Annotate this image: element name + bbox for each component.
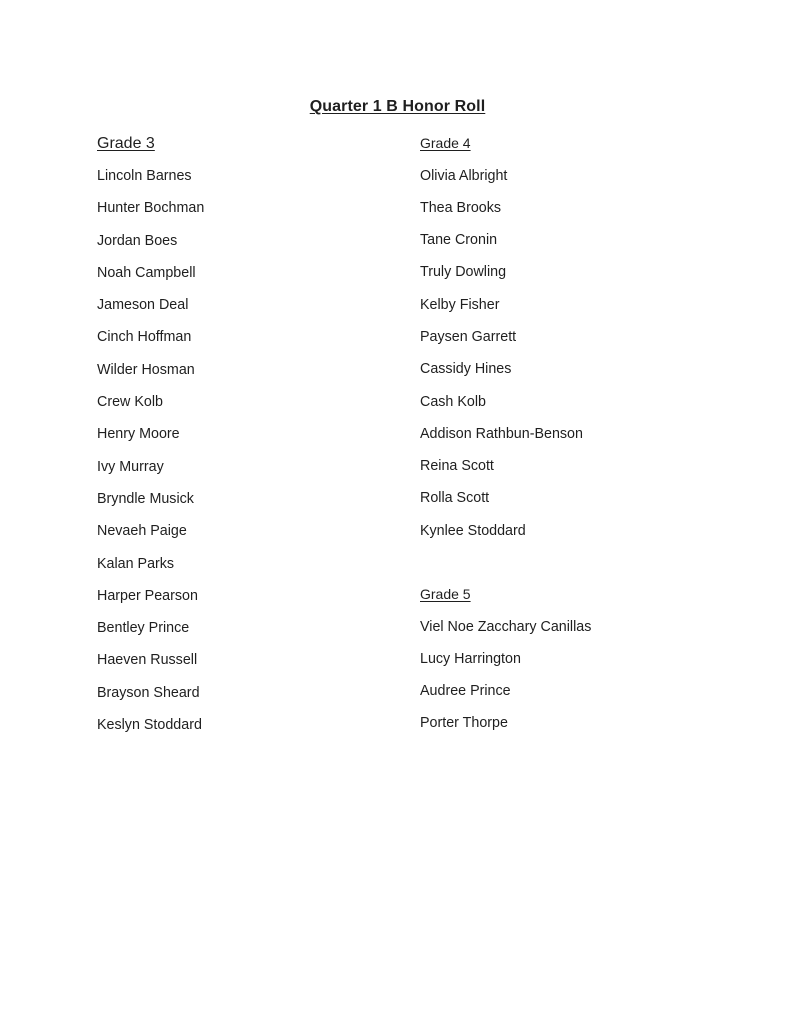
list-item: Bryndle Musick bbox=[97, 490, 194, 507]
list-item: Olivia Albright bbox=[420, 167, 508, 184]
list-item: Kynlee Stoddard bbox=[420, 522, 526, 539]
list-item: Brayson Sheard bbox=[97, 684, 200, 701]
list-item: Kalan Parks bbox=[97, 555, 175, 572]
list-item: Thea Brooks bbox=[420, 199, 502, 216]
grade-4-5-column bbox=[420, 133, 750, 746]
list-item: Reina Scott bbox=[420, 458, 494, 475]
list-item: Crew Kolb bbox=[97, 394, 163, 411]
grade-4-list bbox=[420, 166, 750, 554]
list-item: Cassidy Hines bbox=[420, 361, 512, 378]
list-item: Keslyn Stoddard bbox=[97, 717, 202, 734]
list-item: Jameson Deal bbox=[97, 297, 189, 314]
grade-4-heading: Grade 4 bbox=[420, 135, 471, 151]
list-item: Rolla Scott bbox=[420, 490, 490, 507]
list-item: Ivy Murray bbox=[97, 458, 164, 475]
list-item: Wilder Hosman bbox=[97, 361, 195, 378]
grade-5-heading: Grade 5 bbox=[420, 586, 471, 603]
grade-3-heading: Grade 3 bbox=[97, 135, 155, 152]
list-item: Paysen Garrett bbox=[420, 328, 517, 345]
list-item: Noah Campbell bbox=[97, 264, 196, 281]
list-item: Nevaeh Paige bbox=[97, 523, 187, 540]
section-spacer bbox=[420, 553, 750, 584]
list-item: Cash Kolb bbox=[420, 393, 486, 410]
grade-3-column bbox=[97, 133, 397, 747]
list-item: Truly Dowling bbox=[420, 264, 507, 281]
list-item: Cinch Hoffman bbox=[97, 329, 192, 346]
grade-3-list bbox=[97, 166, 397, 747]
list-item: Porter Thorpe bbox=[420, 715, 508, 732]
list-item: Audree Prince bbox=[420, 683, 511, 700]
grade-5-list bbox=[420, 617, 750, 746]
list-item: Jordan Boes bbox=[97, 232, 178, 249]
list-item: Harper Pearson bbox=[97, 587, 198, 604]
list-item: Kelby Fisher bbox=[420, 296, 500, 313]
page-title: Quarter 1 B Honor Roll bbox=[309, 98, 486, 115]
list-item: Addison Rathbun-Benson bbox=[420, 425, 583, 442]
list-item: Hunter Bochman bbox=[97, 200, 205, 217]
list-item: Viel Noe Zacchary Canillas bbox=[420, 618, 592, 635]
list-item: Haeven Russell bbox=[97, 652, 198, 669]
list-item: Tane Cronin bbox=[420, 232, 498, 249]
list-item: Lincoln Barnes bbox=[97, 168, 192, 184]
list-item: Bentley Prince bbox=[97, 620, 190, 637]
list-item: Henry Moore bbox=[97, 426, 180, 443]
list-item: Lucy Harrington bbox=[420, 650, 521, 667]
